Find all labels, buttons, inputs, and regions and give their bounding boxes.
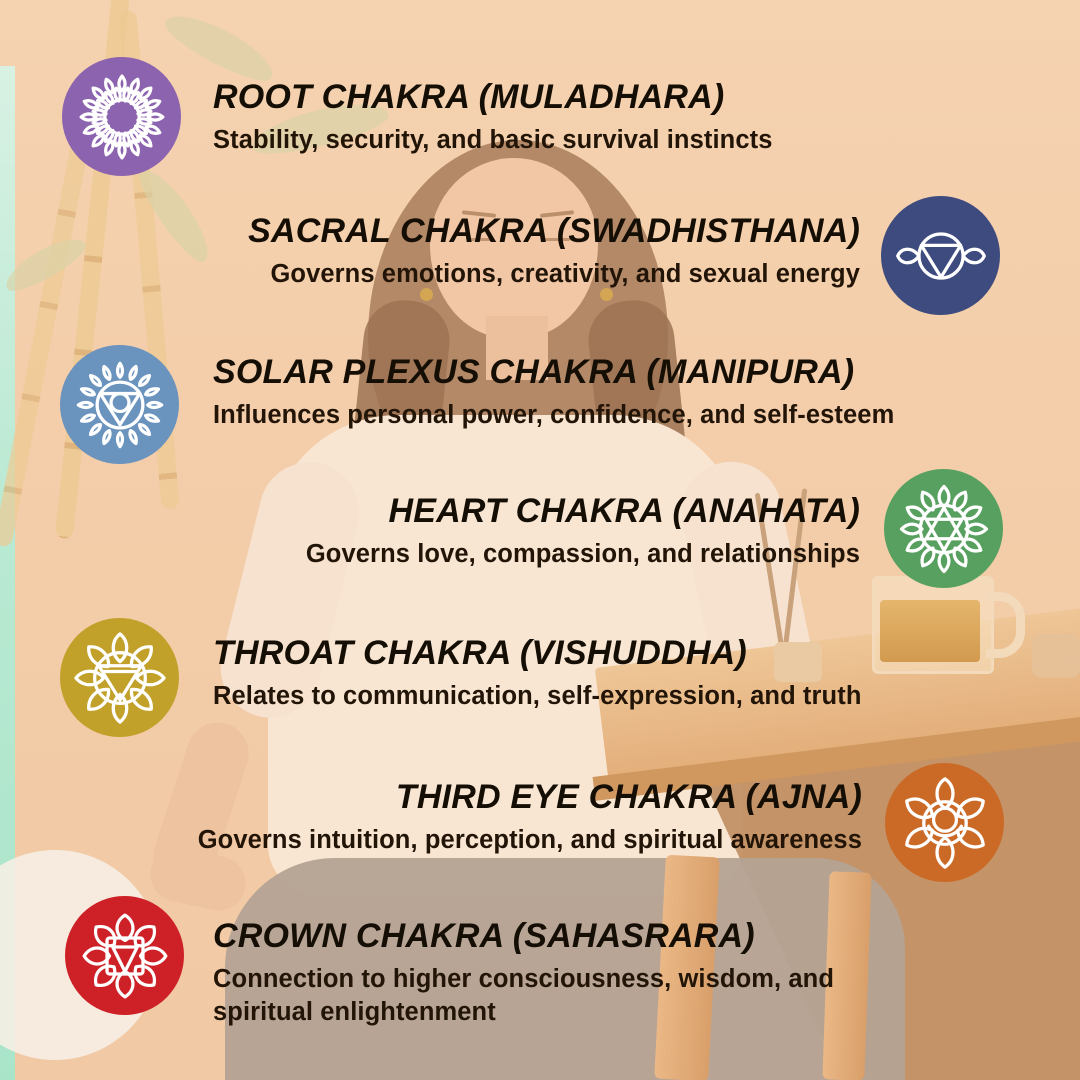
chakra-description: Governs intuition, perception, and spiritual awareness xyxy=(197,825,862,854)
solar-plexus-chakra-badge xyxy=(60,345,179,464)
throat-chakra-badge xyxy=(60,618,179,737)
chakra-title: THIRD EYE CHAKRA (AJNA) xyxy=(395,778,862,816)
sacral-chakra-badge xyxy=(881,196,1000,315)
throat-chakra-entry xyxy=(213,636,862,713)
vishuddha-symbol-icon xyxy=(71,356,169,454)
chakra-title: HEART CHAKRA (ANAHATA) xyxy=(388,492,860,530)
chakra-title: ROOT CHAKRA (MULADHARA) xyxy=(213,78,725,116)
chakra-description: Stability, security, and basic survival instincts xyxy=(213,125,773,154)
chakra-description: Relates to communication, self-expression, and truth xyxy=(213,681,862,710)
root-chakra-badge xyxy=(62,57,181,176)
glass-handle xyxy=(986,592,1025,658)
sacral-chakra-entry xyxy=(248,214,860,291)
ajna-symbol-icon xyxy=(892,207,990,305)
small-object xyxy=(1032,634,1080,678)
heart-chakra-entry xyxy=(306,494,860,571)
chakra-description: Governs emotions, creativity, and sexual energy xyxy=(270,259,860,288)
muladhara-symbol-icon xyxy=(76,907,174,1005)
root-chakra-entry xyxy=(213,80,773,157)
manipura-symbol-icon xyxy=(71,629,169,727)
tea-liquid xyxy=(880,600,980,662)
lotus-mandala-icon xyxy=(73,68,171,166)
chakra-description: Governs love, compassion, and relationships xyxy=(305,539,860,568)
heart-chakra-badge xyxy=(884,469,1003,588)
crown-chakra-entry xyxy=(213,919,905,1030)
chakra-title: SACRAL CHAKRA (SWADHISTHANA) xyxy=(248,212,860,250)
third-eye-chakra-badge xyxy=(885,763,1004,882)
chakra-description: Connection to higher consciousness, wisdom, and spiritual enlightenment xyxy=(213,964,835,1027)
crown-chakra-badge xyxy=(65,896,184,1015)
anahata-symbol-icon xyxy=(895,480,993,578)
chakra-title: SOLAR PLEXUS CHAKRA (MANIPURA) xyxy=(213,353,855,391)
swadhisthana-symbol-icon xyxy=(896,774,994,872)
chakra-description: Influences personal power, confidence, and self-esteem xyxy=(213,400,895,429)
third-eye-chakra-entry xyxy=(198,780,862,857)
chakra-title: CROWN CHAKRA (SAHASRARA) xyxy=(213,917,755,955)
solar-plexus-chakra-entry xyxy=(213,355,894,432)
chakra-title: THROAT CHAKRA (VISHUDDHA) xyxy=(213,634,747,672)
